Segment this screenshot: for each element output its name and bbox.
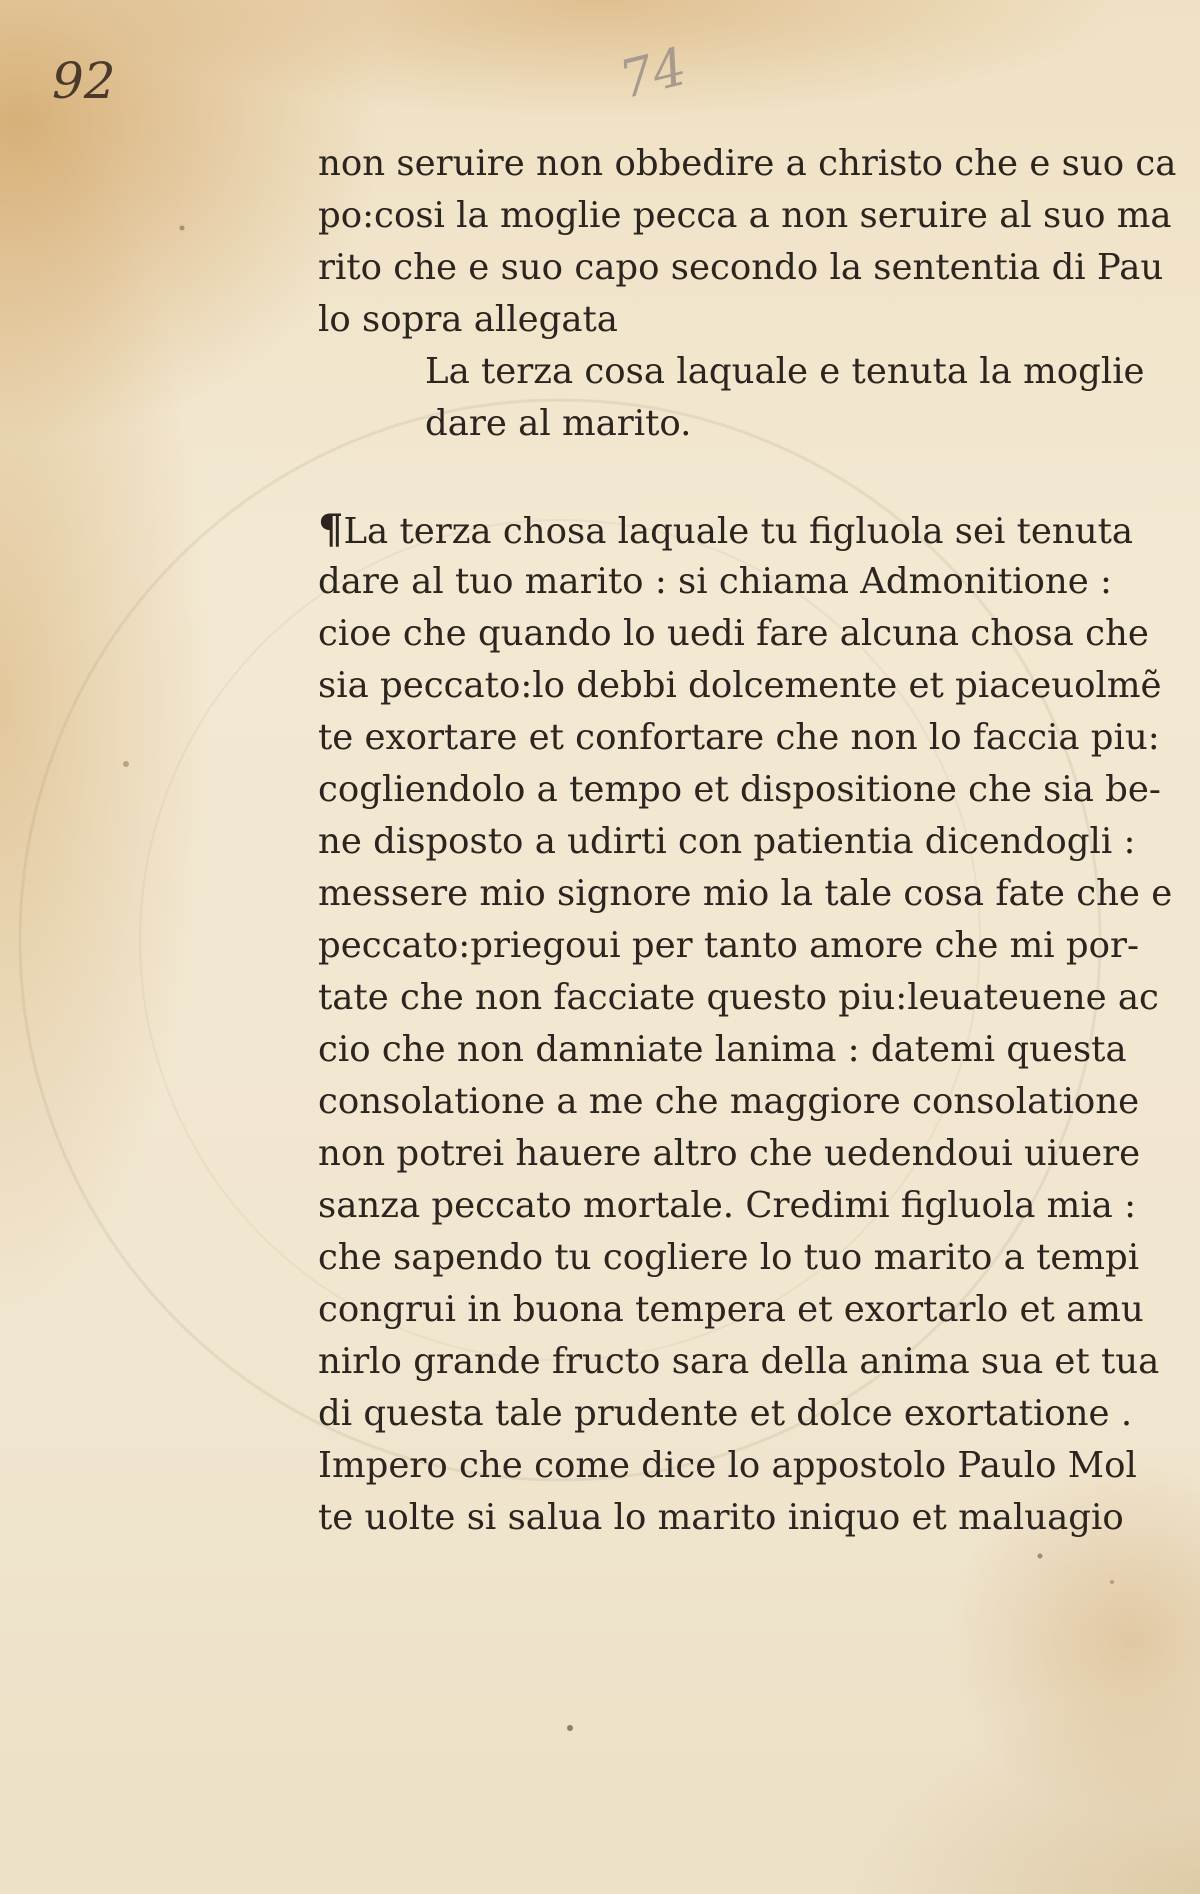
text-line: rito che e suo capo secondo la sententia di Pau	[318, 247, 1164, 288]
text-line: sia peccato:lo debbi dolcemente et piaceuolmẽ	[318, 665, 1162, 706]
text-line: lo sopra allegata	[318, 299, 618, 340]
paragraph-1	[318, 138, 1177, 346]
heading-line: La terza cosa laquale e tenuta la moglie	[425, 351, 1145, 392]
text-line: messere mio signore mio la tale cosa fate che e	[318, 873, 1173, 914]
body-text	[318, 138, 1177, 1544]
folio-number: 92	[52, 52, 116, 110]
text-line: cogliendolo a tempo et dispositione che sia be-	[318, 769, 1161, 810]
paragraph-mark: ¶	[318, 506, 344, 553]
text-line: Impero che come dice lo appostolo Paulo Mol	[318, 1445, 1137, 1486]
text-line: congrui in buona tempera et exortarlo et amu	[318, 1289, 1144, 1330]
text-line: sanza peccato mortale. Credimi figluola mia :	[318, 1185, 1137, 1226]
pencil-foliation: 74	[613, 36, 693, 112]
heading-line: dare al marito.	[425, 403, 692, 444]
text-line: non potrei hauere altro che uedendoui uiuere	[318, 1133, 1141, 1174]
text-line: te exortare et confortare che non lo faccia piu:	[318, 717, 1160, 758]
text-line: di questa tale prudente et dolce exortatione .	[318, 1393, 1133, 1434]
text-line: che sapendo tu cogliere lo tuo marito a tempi	[318, 1237, 1140, 1278]
text-line	[318, 504, 1134, 556]
text-line: tate che non facciate questo piu:leuateuene ac	[318, 977, 1159, 1018]
text-line: cioe che quando lo uedi fare alcuna chosa che	[318, 613, 1149, 654]
paragraph-2	[318, 504, 1173, 1544]
text-line: peccato:priegoui per tanto amore che mi por-	[318, 925, 1139, 966]
text-line: te uolte si salua lo marito iniquo et maluagio	[318, 1497, 1124, 1538]
text-line: consolatione a me che maggiore consolatione	[318, 1081, 1140, 1122]
chapter-heading	[318, 346, 1145, 450]
text-line: cio che non damniate lanima : datemi questa	[318, 1029, 1127, 1070]
text-line: non seruire non obbedire a christo che e suo ca	[318, 143, 1177, 184]
text-line: dare al tuo marito : si chiama Admonitione :	[318, 561, 1113, 602]
text-line: ne disposto a udirti con patientia dicendogli :	[318, 821, 1136, 862]
text-line: po:cosi la moglie pecca a non seruire al suo ma	[318, 195, 1172, 236]
paragraph-2-opening: La terza chosa laquale tu figluola sei tenuta	[343, 511, 1134, 552]
text-line: nirlo grande fructo sara della anima sua et tua	[318, 1341, 1160, 1382]
